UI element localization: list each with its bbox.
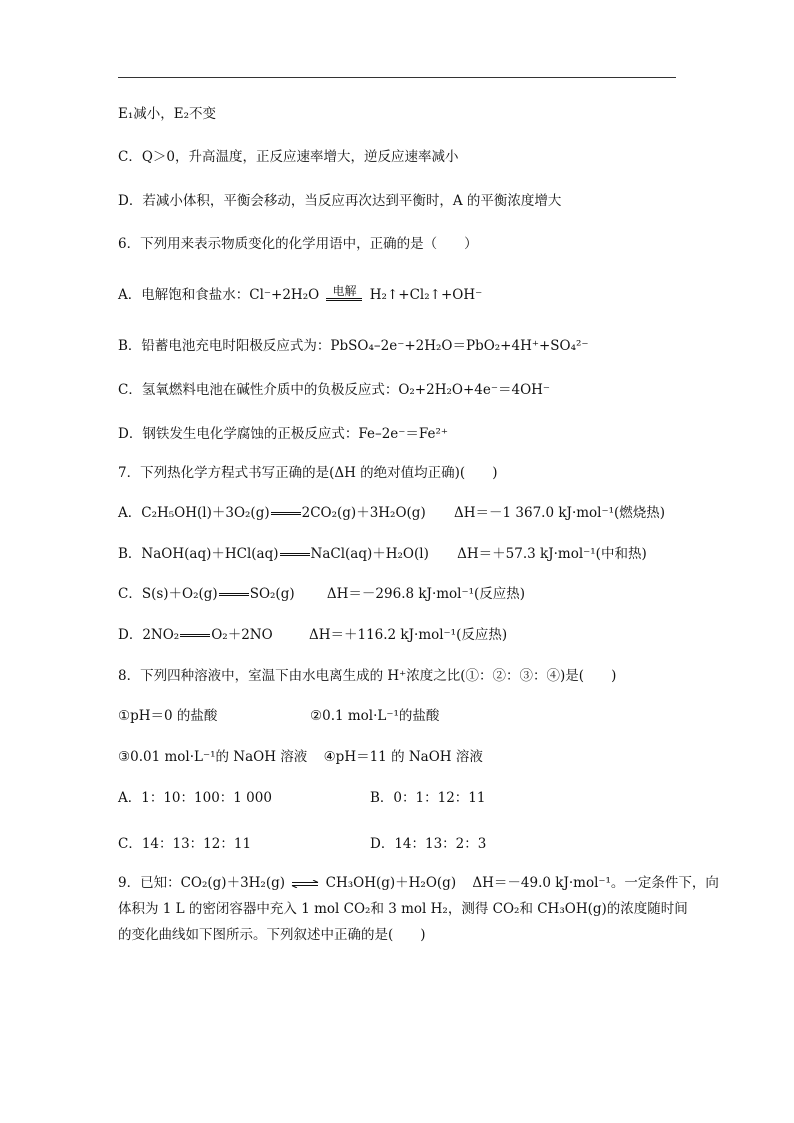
q6-option-d: D．钢铁发生电化学腐蚀的正极反应式：Fe–2e⁻＝Fe²⁺ bbox=[118, 426, 449, 442]
q9-line-2: 体积为 1 L 的密闭容器中充入 1 mol CO₂和 3 mol H₂，测得 CO₂和 CH₃OH(g)的浓度随时间 bbox=[118, 901, 688, 917]
q5-option-c: C．Q＞0，升高温度，正反应速率增大，逆反应速率减小 bbox=[118, 149, 459, 165]
q7-b-right: NaCl(aq)＋H₂O(l) bbox=[310, 546, 429, 562]
q7-stem: 7．下列热化学方程式书写正确的是(ΔH 的绝对值均正确)( ) bbox=[118, 465, 498, 481]
q7-c-left: C．S(s)＋O₂(g) bbox=[118, 586, 218, 602]
q7-option-b bbox=[118, 544, 647, 564]
q6-option-b: B．铅蓄电池充电时阳极反应式为：PbSO₄–2e⁻+2H₂O＝PbO₂+4H⁺+SO₄²⁻ bbox=[118, 338, 589, 354]
q7-b-left: B．NaOH(aq)＋HCl(aq) bbox=[118, 546, 279, 562]
q8-option-a: A．1：10：100：1 000 bbox=[118, 790, 272, 806]
q7-option-d bbox=[118, 625, 507, 645]
header-rule bbox=[118, 77, 676, 78]
q6-option-c: C．氢氧燃料电池在碱性介质中的负极反应式：O₂+2H₂O+4e⁻＝4OH⁻ bbox=[118, 382, 551, 398]
q8-solutions-3-4 bbox=[118, 747, 483, 767]
q7-c-dh: ΔH＝－296.8 kJ·mol⁻¹(反应热) bbox=[326, 586, 526, 602]
q7-d-dh: ΔH＝＋116.2 kJ·mol⁻¹(反应热) bbox=[308, 627, 508, 643]
q9-rest-line-1: ΔH＝－49.0 kJ·mol⁻¹。一定条件下，向 bbox=[472, 875, 719, 891]
q7-option-a bbox=[118, 503, 665, 523]
q9-line-3: 的变化曲线如下图所示。下列叙述中正确的是( ) bbox=[118, 927, 426, 943]
q8-option-c: C．14：13：12：11 bbox=[118, 836, 252, 852]
q5-option-d: D．若减小体积，平衡会移动，当反应再次达到平衡时，A 的平衡浓度增大 bbox=[118, 193, 562, 209]
q8-option-b: B．0：1：12：11 bbox=[370, 790, 486, 806]
q8-stem: 8．下列四种溶液中，室温下由水电离生成的 H⁺浓度之比(①：②：③：④)是( ) bbox=[118, 668, 617, 684]
q8-option-d: D．14：13：2：3 bbox=[370, 836, 487, 852]
q6-a-suffix: H₂↑+Cl₂↑+OH⁻ bbox=[369, 287, 483, 303]
q8-solution-1: ①pH＝0 的盐酸 bbox=[118, 708, 218, 724]
q8-solution-2: ②0.1 mol·L⁻¹的盐酸 bbox=[310, 708, 440, 724]
equilibrium-arrow-icon bbox=[291, 880, 319, 888]
q9-eq-left: 9．已知：CO₂(g)＋3H₂(g) bbox=[118, 875, 286, 891]
q6-a-prefix: A．电解饱和食盐水：Cl⁻+2H₂O bbox=[118, 287, 320, 303]
electrolysis-arrow bbox=[326, 284, 362, 301]
q8-solution-3: ③0.01 mol·L⁻¹的 NaOH 溶液 bbox=[118, 749, 308, 765]
q5-option-b-tail: E₁减小，E₂不变 bbox=[118, 106, 217, 122]
q7-b-dh: ΔH＝＋57.3 kJ·mol⁻¹(中和热) bbox=[457, 546, 647, 562]
arrow-condition: 电解 bbox=[332, 284, 357, 298]
q8-solution-4: ④pH＝11 的 NaOH 溶液 bbox=[323, 749, 483, 765]
q7-option-c bbox=[118, 584, 525, 604]
q7-d-right: O₂＋2NO bbox=[211, 627, 273, 643]
q9-eq-right: CH₃OH(g)＋H₂O(g) bbox=[325, 875, 457, 891]
q6-option-a bbox=[118, 285, 482, 305]
q7-d-left: D．2NO₂ bbox=[118, 627, 180, 643]
q7-c-right: SO₂(g) bbox=[249, 586, 295, 602]
q7-a-left: A．C₂H₅OH(l)＋3O₂(g) bbox=[118, 505, 270, 521]
q7-a-dh: ΔH＝－1 367.0 kJ·mol⁻¹(燃烧热) bbox=[454, 505, 666, 521]
q7-a-right: 2CO₂(g)＋3H₂O(g) bbox=[301, 505, 426, 521]
q9-line-1 bbox=[118, 873, 719, 893]
q6-stem: 6．下列用来表示物质变化的化学用语中，正确的是（ ） bbox=[118, 236, 478, 252]
